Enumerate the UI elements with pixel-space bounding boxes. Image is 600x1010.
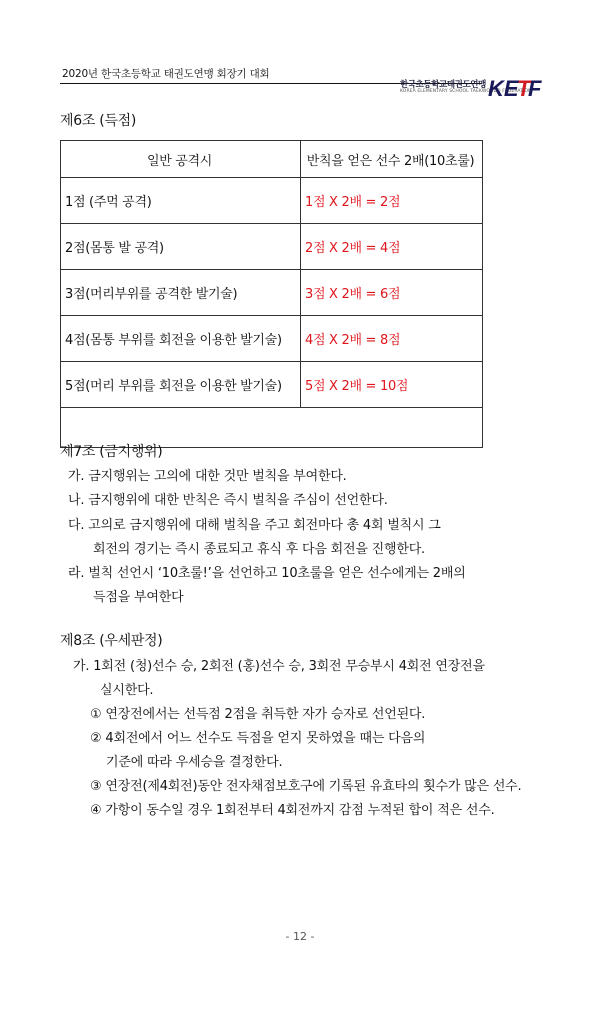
row-normal-score: 1점 (주먹 공격) [61,178,301,224]
article6-title: 제6조 (득점) [60,113,136,129]
article7-title: 제7조 (금지행위) [60,444,163,460]
article8-criterion: ④ 가항이 동수일 경우 1회전부터 4회전까지 감점 누적된 합이 적은 선수. [90,803,495,818]
article7-item: 나. 금지행위에 대한 반칙은 즉시 벌칙을 주심이 선언한다. [68,493,388,508]
article7-item: 가. 금지행위는 고의에 대한 것만 벌칙을 부여한다. [68,469,347,484]
svg-text:F: F [528,76,542,101]
article8-item-continuation: 실시한다. [100,683,154,698]
header-penalty-double: 반칙을 얻은 선수 2배(10초룰) [301,141,483,178]
row-double-score: 5점 X 2배 = 10점 [301,362,483,408]
svg-text:KE: KE [488,76,519,101]
ketf-logo-mark [488,74,540,102]
page-number: - 12 - [285,930,315,943]
score-table [60,140,483,448]
article8-criterion: ② 4회전에서 어느 선수도 득점을 얻지 못하였을 때는 다음의 [90,731,426,746]
row-double-score: 2점 X 2배 = 4점 [301,224,483,270]
score-table-header [61,141,483,178]
row-normal-score: 2점(몸통 발 공격) [61,224,301,270]
row-normal-score: 5점(머리 부위를 회전을 이용한 발기술) [61,362,301,408]
article8-item: 가. 1회전 (청)선수 승, 2회전 (홍)선수 승, 3회전 무승부시 4회전 연장전을 [73,659,485,674]
article7-item-continuation: 득점을 부여한다 [93,590,184,605]
article7-item: 다. 고의로 금지행위에 대해 벌칙을 주고 회전마다 총 4회 벌칙시 그 [68,518,441,533]
article8-criterion: ③ 연장전(제4회전)동안 전자채점보호구에 기록된 유효타의 횟수가 많은 선수. [90,779,522,794]
row-normal-score: 3점(머리부위를 공격한 발기술) [61,270,301,316]
header-event-title: 2020년 한국초등학교 태권도연맹 회장기 대회 [62,68,270,80]
logo-org-name-en: KOREA ELEMENTARY SCHOOL TAEKWONDO FEDERATION [400,89,532,94]
row-double-score: 3점 X 2배 = 6점 [301,270,483,316]
svg-text:T: T [517,76,531,101]
article8-criterion-continuation: 기준에 따라 우세승을 결정한다. [106,755,283,770]
row-normal-score: 4점(몸통 부위를 회전을 이용한 발기술) [61,316,301,362]
table-row [61,178,483,224]
article8-criterion: ① 연장전에서는 선득점 2점을 취득한 자가 승자로 선언된다. [90,707,426,722]
row-double-score: 4점 X 2배 = 8점 [301,316,483,362]
table-row [61,270,483,316]
table-row [61,316,483,362]
table-row [61,224,483,270]
article7-item-continuation: 회전의 경기는 즉시 종료되고 휴식 후 다음 회전을 진행한다. [93,542,425,557]
table-row [61,362,483,408]
article7-item: 라. 벌칙 선언시 ‘10초룰!’을 선언하고 10초룰을 얻은 선수에게는 2배의 [68,566,466,581]
header-normal-attack: 일반 공격시 [61,141,301,178]
article8-title: 제8조 (우세판정) [60,633,163,649]
ketf-logo [400,74,540,102]
logo-org-name-kr: 한국초등학교태권도연맹 [400,80,486,90]
row-double-score: 1점 X 2배 = 2점 [301,178,483,224]
